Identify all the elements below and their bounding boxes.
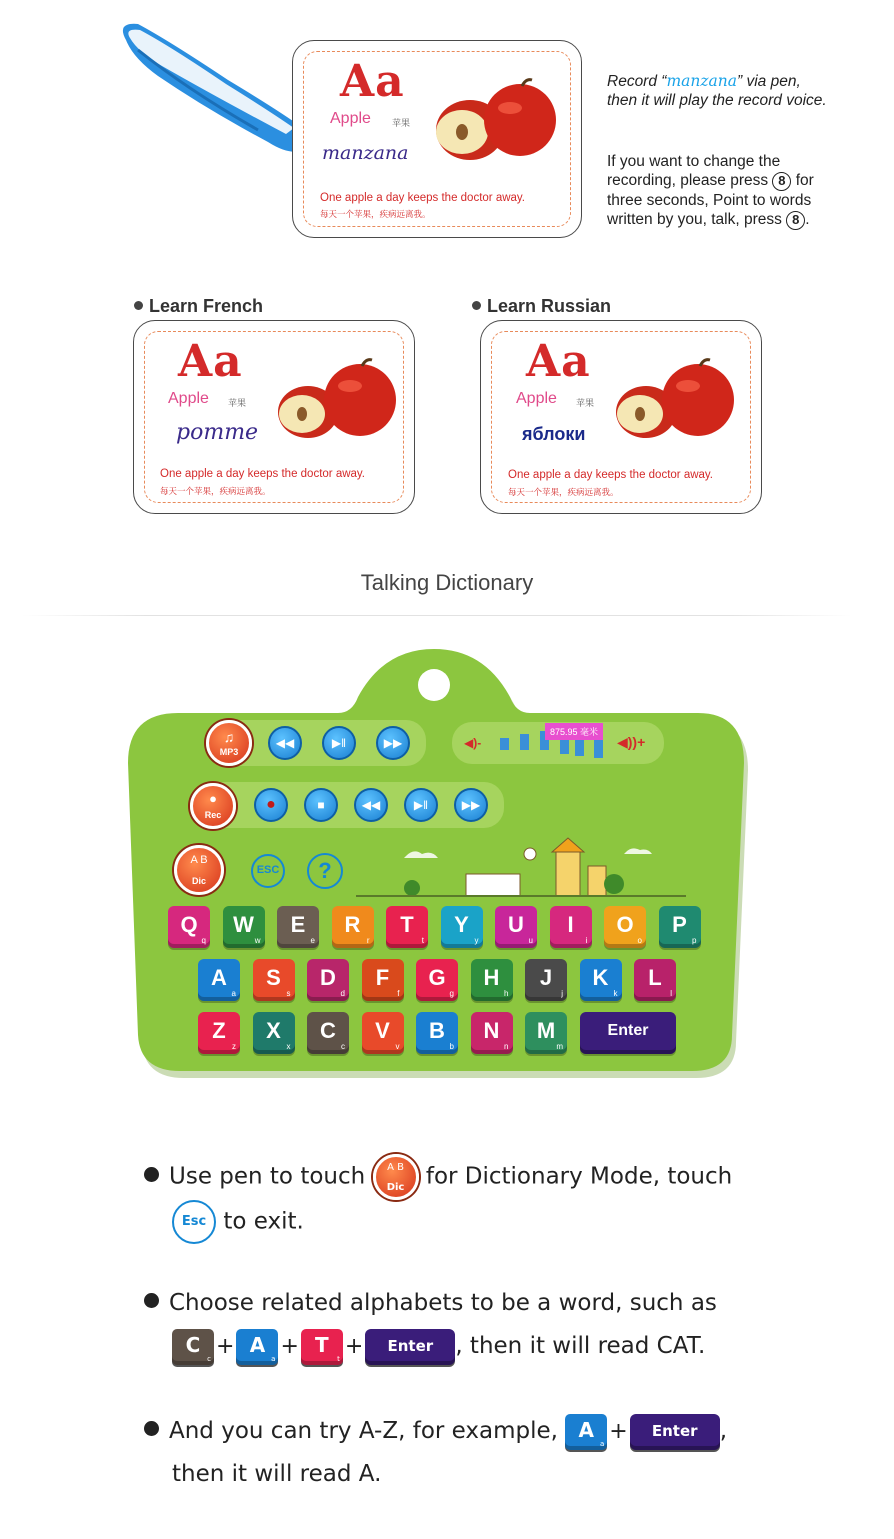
card-proverb-cn: 每天一个苹果，疾病远离我。	[320, 209, 431, 219]
instruction-try-a-z: And you can try A-Z, for example, A a + Enter , then it will read A.	[144, 1410, 784, 1496]
rec-forward-button[interactable]: ▶▶	[454, 788, 488, 822]
french-apple-cn: 苹果	[228, 398, 247, 408]
dic-button-icon: A B Dic	[373, 1154, 419, 1200]
instruction-dictionary-mode: Use pen to touch A B Dic for Dictionary Mode, touch Esc to exit.	[144, 1154, 764, 1244]
bullet-icon	[144, 1167, 159, 1182]
card-proverb: One apple a day keeps the doctor away.	[320, 192, 526, 204]
enter-key[interactable]: Enter	[580, 1012, 676, 1054]
russian-apple-word: Apple	[516, 390, 557, 407]
rec-play-pause-button[interactable]: ▶‖	[404, 788, 438, 822]
key-q[interactable]: Q q	[168, 906, 210, 948]
key-x[interactable]: X x	[253, 1012, 295, 1054]
key-a-icon: A a	[565, 1414, 607, 1450]
apple-image	[606, 356, 746, 446]
key-8-icon: 8	[786, 211, 805, 230]
french-proverb: One apple a day keeps the doctor away.	[160, 468, 366, 480]
key-a-icon: A a	[236, 1329, 278, 1365]
key-8-icon: 8	[772, 172, 791, 191]
key-e[interactable]: E e	[277, 906, 319, 948]
key-s[interactable]: S s	[253, 959, 295, 1001]
russian-foreign-word: яблоки	[522, 424, 586, 444]
record-dot-icon: ●	[266, 796, 276, 813]
key-j[interactable]: J j	[525, 959, 567, 1001]
key-z[interactable]: Z z	[198, 1012, 240, 1054]
town-scenery-illustration	[356, 836, 686, 902]
volume-down-button[interactable]: ◀)-	[464, 736, 482, 750]
french-apple-word: Apple	[168, 390, 209, 407]
book-icon: A B	[387, 1162, 404, 1173]
learn-french-title: Learn French	[134, 296, 263, 317]
enter-key-icon: Enter	[365, 1329, 455, 1365]
french-big-letters: Aa	[178, 336, 243, 387]
music-note-icon: ♫	[223, 729, 235, 745]
bullet-icon	[144, 1293, 159, 1308]
book-icon: A B	[190, 854, 208, 866]
key-g[interactable]: G g	[416, 959, 458, 1001]
bullet-icon	[144, 1421, 159, 1436]
volume-level-2	[520, 734, 529, 750]
esc-button-icon: Esc	[172, 1200, 216, 1244]
french-foreign-word: pomme	[176, 420, 259, 445]
help-button[interactable]: ?	[307, 853, 343, 889]
key-i[interactable]: I i	[550, 906, 592, 948]
russian-apple-cn: 苹果	[576, 398, 595, 408]
key-c-icon: C c	[172, 1329, 214, 1365]
esc-button[interactable]: ESC	[251, 854, 285, 888]
key-t-icon: T t	[301, 1329, 343, 1365]
rec-rewind-button[interactable]: ◀◀	[354, 788, 388, 822]
volume-level-1	[500, 738, 509, 750]
key-p[interactable]: P p	[659, 906, 701, 948]
rec-button[interactable]: ● Rec	[190, 783, 236, 829]
stop-button[interactable]: ■	[304, 788, 338, 822]
key-a[interactable]: A a	[198, 959, 240, 1001]
key-v[interactable]: V v	[362, 1012, 404, 1054]
device-hang-hole	[418, 669, 450, 701]
card-foreign-word: manzana	[322, 142, 409, 164]
russian-proverb-cn: 每天一个苹果，疾病远离我。	[508, 487, 619, 497]
talking-dictionary-title: Talking Dictionary	[360, 570, 534, 595]
key-n[interactable]: N n	[471, 1012, 513, 1054]
mp3-button[interactable]: ♫ MP3	[206, 720, 252, 766]
section-divider	[22, 615, 852, 616]
card-apple-word: Apple	[330, 110, 371, 127]
key-w[interactable]: W w	[223, 906, 265, 948]
learn-russian-title: Learn Russian	[472, 296, 611, 317]
measurement-readout: 875.95 毫米	[545, 723, 603, 740]
key-d[interactable]: D d	[307, 959, 349, 1001]
key-f[interactable]: F f	[362, 959, 404, 1001]
key-u[interactable]: U u	[495, 906, 537, 948]
enter-key-icon: Enter	[630, 1414, 720, 1450]
key-h[interactable]: H h	[471, 959, 513, 1001]
key-t[interactable]: T t	[386, 906, 428, 948]
instruction-spell-word: Choose related alphabets to be a word, such as C c + A a + T t + Enter , then it will read CAT.	[144, 1282, 764, 1368]
key-y[interactable]: Y y	[441, 906, 483, 948]
card-apple-cn: 苹果	[392, 118, 411, 128]
dic-button[interactable]: A B Dic	[174, 845, 224, 895]
key-k[interactable]: K k	[580, 959, 622, 1001]
microphone-icon: ●	[209, 791, 217, 806]
card-big-letters: Aa	[340, 56, 405, 107]
key-o[interactable]: O o	[604, 906, 646, 948]
record-button[interactable]	[254, 788, 288, 822]
key-b[interactable]: B b	[416, 1012, 458, 1054]
russian-proverb: One apple a day keeps the doctor away.	[508, 469, 714, 481]
apple-image	[422, 78, 562, 168]
russian-big-letters: Aa	[526, 336, 591, 387]
key-m[interactable]: M m	[525, 1012, 567, 1054]
record-instructions: Record “manzana” via pen, then it will play the record voice.	[607, 72, 827, 109]
change-recording-instructions: If you want to change the recording, please press 8 for three seconds, Point to words written by you, talk, press 8 .	[607, 153, 814, 228]
apple-image	[268, 356, 408, 446]
mp3-forward-button[interactable]: ▶▶	[376, 726, 410, 760]
volume-up-button[interactable]: ◀))+	[617, 734, 646, 750]
key-c[interactable]: C c	[307, 1012, 349, 1054]
mp3-rewind-button[interactable]: ◀◀	[268, 726, 302, 760]
key-l[interactable]: L l	[634, 959, 676, 1001]
key-r[interactable]: R r	[332, 906, 374, 948]
mp3-play-pause-button[interactable]: ▶‖	[322, 726, 356, 760]
french-proverb-cn: 每天一个苹果，疾病远离我。	[160, 486, 271, 496]
